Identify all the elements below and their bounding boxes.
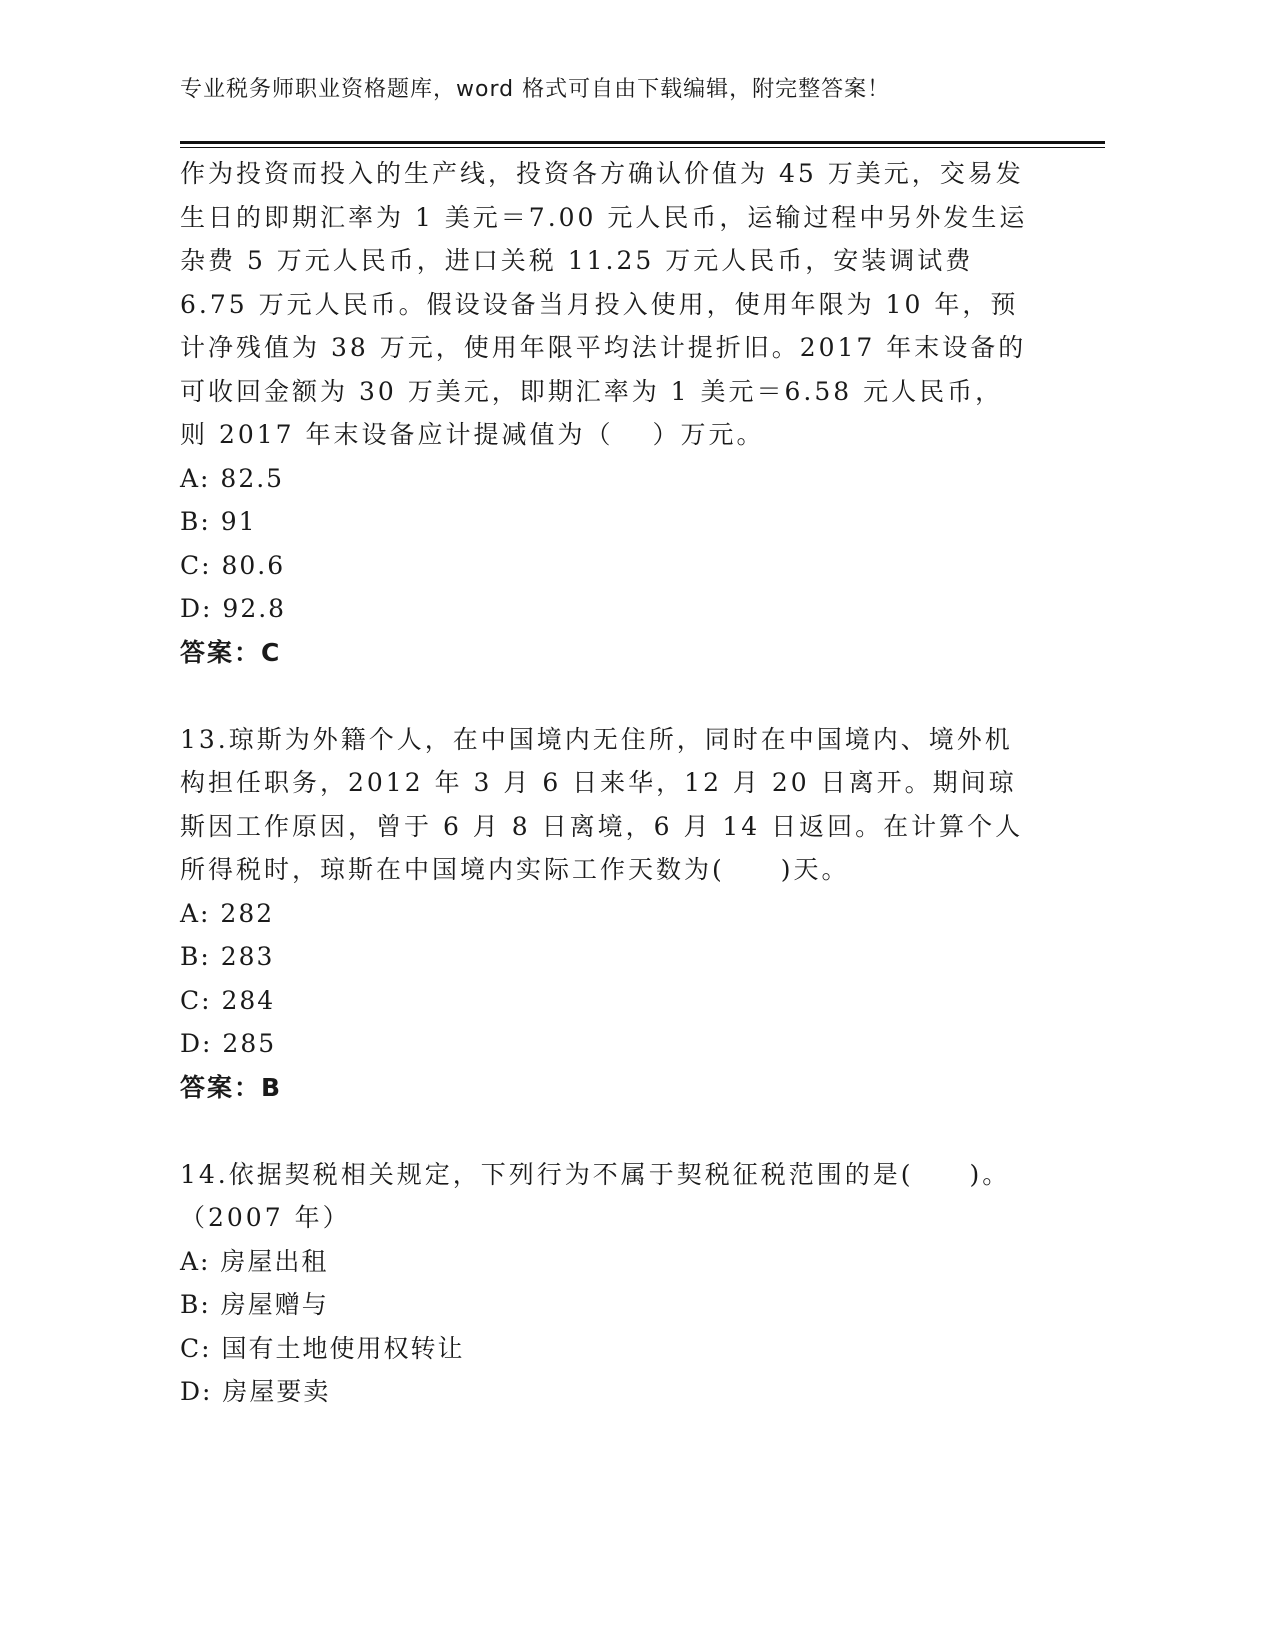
header-rule-thin bbox=[180, 147, 1105, 148]
option-d: D: 92.8 bbox=[180, 594, 287, 623]
page-header: 专业税务师职业资格题库，word 格式可自由下载编辑，附完整答案！ bbox=[180, 77, 891, 102]
answer-line: 答案：C bbox=[180, 637, 282, 667]
option-a: A: 82.5 bbox=[180, 463, 285, 493]
header-rule-thick bbox=[180, 141, 1105, 144]
question-stem: 13.琼斯为外籍个人，在中国境内无住所，同时在中国境内、境外机构担任职务，2012 年 3 月 6 日来华，12 月 20 日离开。期间琼斯因工作原因，曾于 6 月 8 日离境，6 月 14 日返回。在计算个人所得税时，琼斯在中国境内实际工作天数为( )天。 bbox=[180, 724, 1024, 884]
question-13 bbox=[180, 718, 1030, 1110]
option-d: D: 285 bbox=[180, 1029, 277, 1058]
option-c: C: 80.6 bbox=[180, 550, 286, 580]
option-c: C: 284 bbox=[180, 985, 276, 1015]
question-stem: 14.依据契税相关规定，下列行为不属于契税征税范围的是( )。（2007 年） bbox=[180, 1159, 1011, 1232]
document-body bbox=[180, 152, 1030, 1414]
question-stem: 作为投资而投入的生产线，投资各方确认价值为 45 万美元，交易发生日的即期汇率为 1 美元＝7.00 元人民币，运输过程中另外发生运杂费 5 万元人民币，进口关税 11.25 万元人民币，安装调试费 6.75 万元人民币。假设设备当月投入使用，使用年限为 10 年，预计净残值为 38 万元，使用年限平均法计提折旧。2017 年末设备的可收回金额为 30 万美元，即期汇率为 1 美元＝6.58 元人民币，则 2017 年末设备应计提减值为（ ）万元。 bbox=[180, 159, 1028, 449]
option-a: A: 282 bbox=[180, 898, 275, 928]
question-14 bbox=[180, 1153, 1030, 1414]
question-12 bbox=[180, 152, 1030, 674]
spacer bbox=[180, 1109, 1030, 1153]
option-d: D: 房屋要卖 bbox=[180, 1377, 331, 1406]
option-b: B: 房屋赠与 bbox=[180, 1290, 329, 1319]
spacer bbox=[180, 674, 1030, 718]
option-c: C: 国有土地使用权转让 bbox=[180, 1333, 465, 1363]
answer-line: 答案：B bbox=[180, 1072, 283, 1102]
option-b: B: 283 bbox=[180, 942, 275, 971]
option-a: A: 房屋出租 bbox=[180, 1246, 329, 1276]
option-b: B: 91 bbox=[180, 507, 257, 536]
